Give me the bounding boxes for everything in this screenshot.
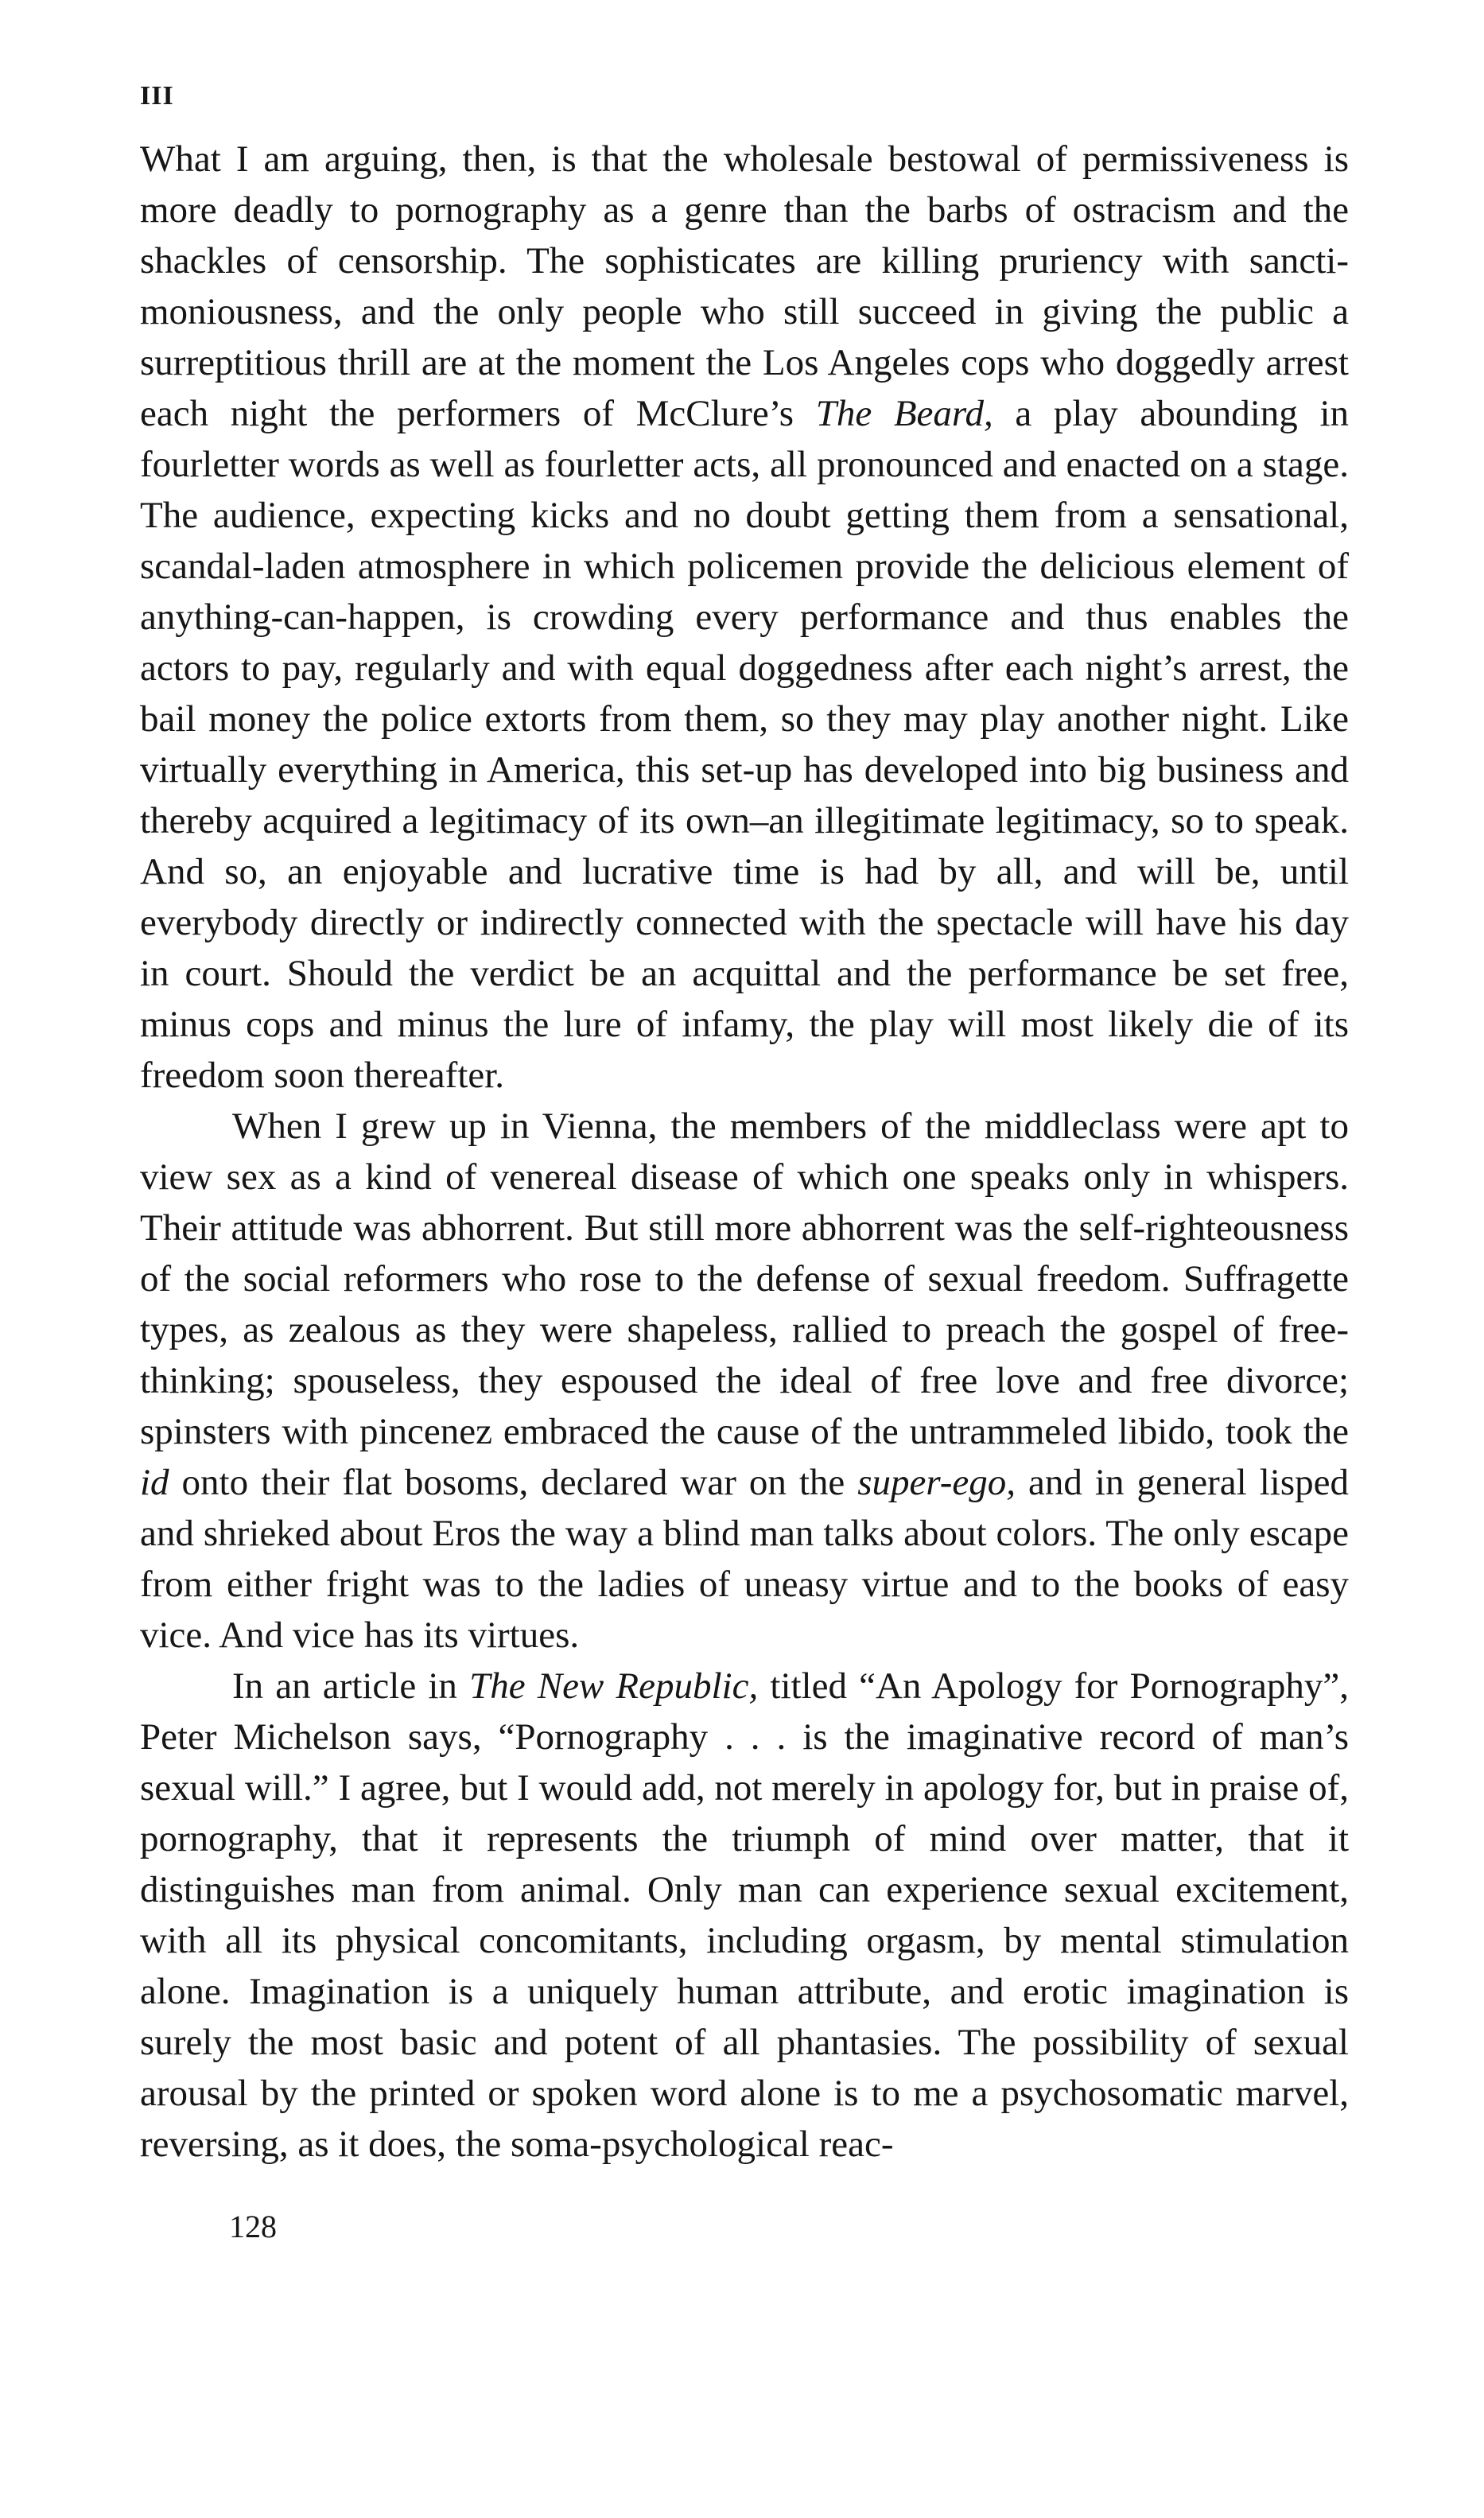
paragraph: [140, 134, 1349, 1101]
italic-text: id: [140, 1462, 169, 1503]
page-number: 128: [229, 2209, 277, 2244]
italic-text: The New Republic,: [469, 1665, 759, 1707]
text-run: a play abounding in fourletter words as well as fourletter acts, all pronounced and enacted on a stage. The audience, expecting kicks and no doubt getting them from a sensational, scandal-laden atmosphere in which policemen provide the delicious element of anything-can-happen, is crowding every performance and thus enables the actors to pay, regularly and with equal doggedness after each night’s arrest, the bail money the police extorts from them, so they may play another night. Like virtually everything in America, this set-up has developed into big business and thereby acquired a legitimacy of its own–an illegitimate legitimacy, so to speak. And so, an enjoyable and lucrative time is had by all, and will be, until everybody directly or indirectly connected with the spectacle will have his day in court. Should the verdict be an acquittal and the performance be set free, minus cops and minus the lure of infamy, the play will most likely die of its freedom soon thereafter.: [140, 393, 1349, 1096]
text-run: What I am arguing, then, is that the wholesale bestowal of permissiveness is more deadly to pornography as a genre than the barbs of ostracism and the shackles of censorship. The sophisticates are killing pruriency with sanctimoniousness, and the only people who still succeed in giving the public a surreptitious thrill are at the moment the Los Angeles cops who doggedly arrest each night the performers of McClure’s: [140, 138, 1349, 434]
text-run: and in general lisped and shrieked about Eros the way a blind man talks about colors. The only escape from either fright was to the ladies of uneasy virtue and to the books of easy vice. And vice has its virtues.: [140, 1462, 1349, 1656]
text-run: onto their flat bosoms, declared war on the: [169, 1462, 858, 1503]
paragraph: [140, 1661, 1349, 2170]
text-run: When I grew up in Vienna, the members of the middleclass were apt to view sex as a kind of venereal disease of which one speaks only in whispers. Their attitude was abhorrent. But still more abhorrent was the self-righteousness of the social reformers who rose to the defense of sexual freedom. Suffragette types, as zealous as they were shapeless, rallied to preach the gospel of free-thinking; spouseless, they espoused the ideal of free love and free divorce; spinsters with pincenez embraced the cause of the untrammeled libido, took the: [140, 1106, 1349, 1452]
paragraph: [140, 1101, 1349, 1661]
text-run: titled “An Apology for Pornography”, Peter Michelson says, “Pornography . . . is the imaginative record of man’s sexual will.” I agree, but I would add, not merely in apology for, but in praise of, pornography, that it represents the triumph of mind over matter, that it distinguishes man from animal. Only man can experience sexual excitement, with all its physical concomitants, including orgasm, by mental stimulation alone. Imagination is a uniquely human attribute, and erotic imagination is surely the most basic and potent of all phantasies. The possibility of sexual arousal by the printed or spoken word alone is to me a psychosomatic marvel, reversing, as it does, the soma-psychological reac-: [140, 1665, 1349, 2165]
italic-text: super-ego,: [857, 1462, 1016, 1503]
section-number: III: [140, 81, 174, 111]
page-content: [140, 83, 1349, 2170]
italic-text: The Beard,: [815, 393, 993, 434]
text-run: In an article in: [232, 1665, 470, 1707]
body-text: [140, 134, 1349, 2170]
